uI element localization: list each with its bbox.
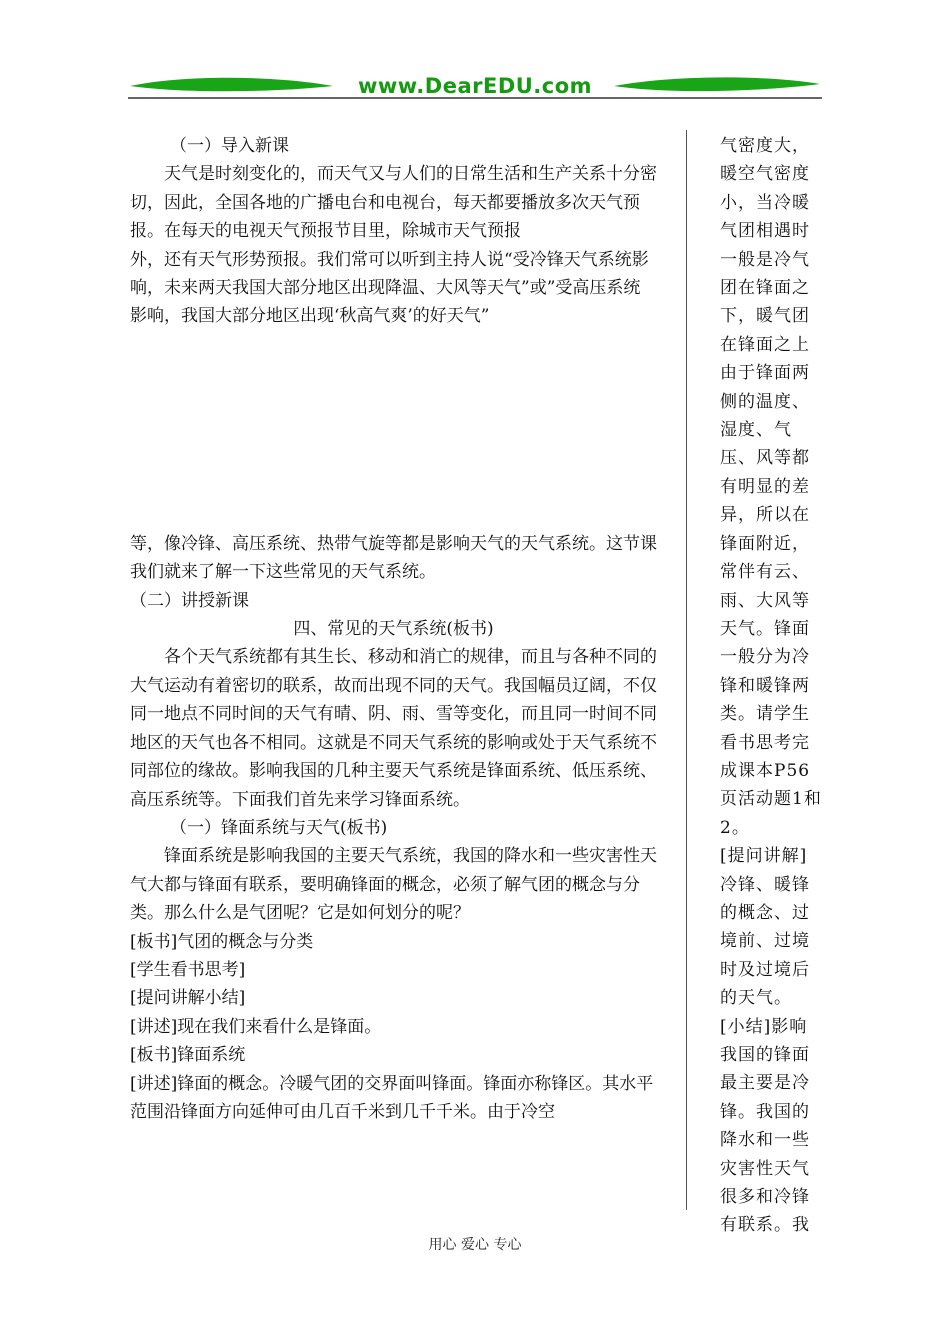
side-text-summary: [小结]影响我国的锋面最主要是冷锋。我国的降水和一些灾害性天气很多和冷锋有联系。我 (720, 1016, 810, 1236)
board-line-front-system: [板书]锋面系统 (130, 1045, 246, 1066)
side-text-front-intro: 气密度大，暖空气密度小，当冷暖气团相遇时一般是冷气团在锋面之下，暖气团在锋面之上由于锋面两侧的温度、湿度、气压、风等都有明显的差异，所以在锋面附近，常伴有云、雨、大风等天气。锋面一般分为冷锋和暖锋两类。请学生看书思考完成课本P56页活动题1和2。 (720, 136, 822, 838)
front-paragraph: 锋面系统是影响我国的主要天气系统，我国的降水和一些灾害性天气大都与锋面有联系，要明确锋面的概念，必须了解气团的概念与分类。那么什么是气团呢？它是如何划分的呢？ (130, 846, 657, 924)
front-subheading: （一）锋面系统与天气(板书) (170, 817, 388, 838)
intro-heading: （一）导入新课 (170, 136, 289, 156)
side-column (720, 132, 824, 1240)
student-think-line: [学生看书思考] (130, 959, 246, 980)
side-text-question: [提问讲解]冷锋、暖锋的概念、过境前、过境时及过境后的天气。 (720, 846, 810, 1009)
page-footer: 用心 爱心 专心 (428, 1237, 522, 1253)
question-summary-line: [提问讲解小结] (130, 988, 246, 1009)
lecture-line-front: [讲述]现在我们来看什么是锋面。 (130, 1016, 382, 1037)
site-logo-text[interactable]: www.DearEDU.com (357, 74, 593, 98)
blank-space (130, 331, 657, 530)
intro-paragraph-1: 天气是时刻变化的，而天气又与人们的日常生活和生产关系十分密切，因此，全国各地的广播电台和电视台，每天都要播放多次天气预报。在每天的电视天气预报节目里，除城市天气预报 (130, 164, 657, 242)
teach-heading: （二）讲授新课 (130, 590, 249, 611)
lecture-line-front-concept: [讲述]锋面的概念。冷暖气团的交界面叫锋面。锋面亦称锋区。其水平范围沿锋面方向延伸可由几百千米到几千千米。由于冷空 (130, 1073, 654, 1122)
intro-paragraph-2: 外，还有天气形势预报。我们常可以听到主持人说“受冷锋天气系统影响，未来两天我国大部分地区出现降温、大风等天气”或”受高压系统影响，我国大部分地区出现‘秋高气爽’的好天气” (130, 249, 649, 327)
main-column (130, 132, 657, 1126)
intro-paragraph-3: 等，像冷锋、高压系统、热带气旋等都是影响天气的天气系统。这节课我们就来了解一下这些常见的天气系统。 (130, 533, 657, 583)
column-divider (686, 130, 687, 1210)
systems-paragraph: 各个天气系统都有其生长、移动和消亡的规律，而且与各种不同的大气运动有着密切的联系，故而出现不同的天气。我国幅员辽阔，不仅同一地点不同时间的天气有晴、阴、雨、雪等变化，而且同一时间不同地区的天气也各不相同。这就是不同天气系统的影响或处于天气系统不同部位的缘故。影响我国的几种主要天气系统是锋面系统、低压系统、高压系统等。下面我们首先来学习锋面系统。 (130, 647, 657, 810)
board-line-air-mass: [板书]气团的概念与分类 (130, 931, 314, 952)
site-header (128, 72, 822, 104)
section-title: 四、常见的天气系统(板书) (293, 619, 494, 640)
